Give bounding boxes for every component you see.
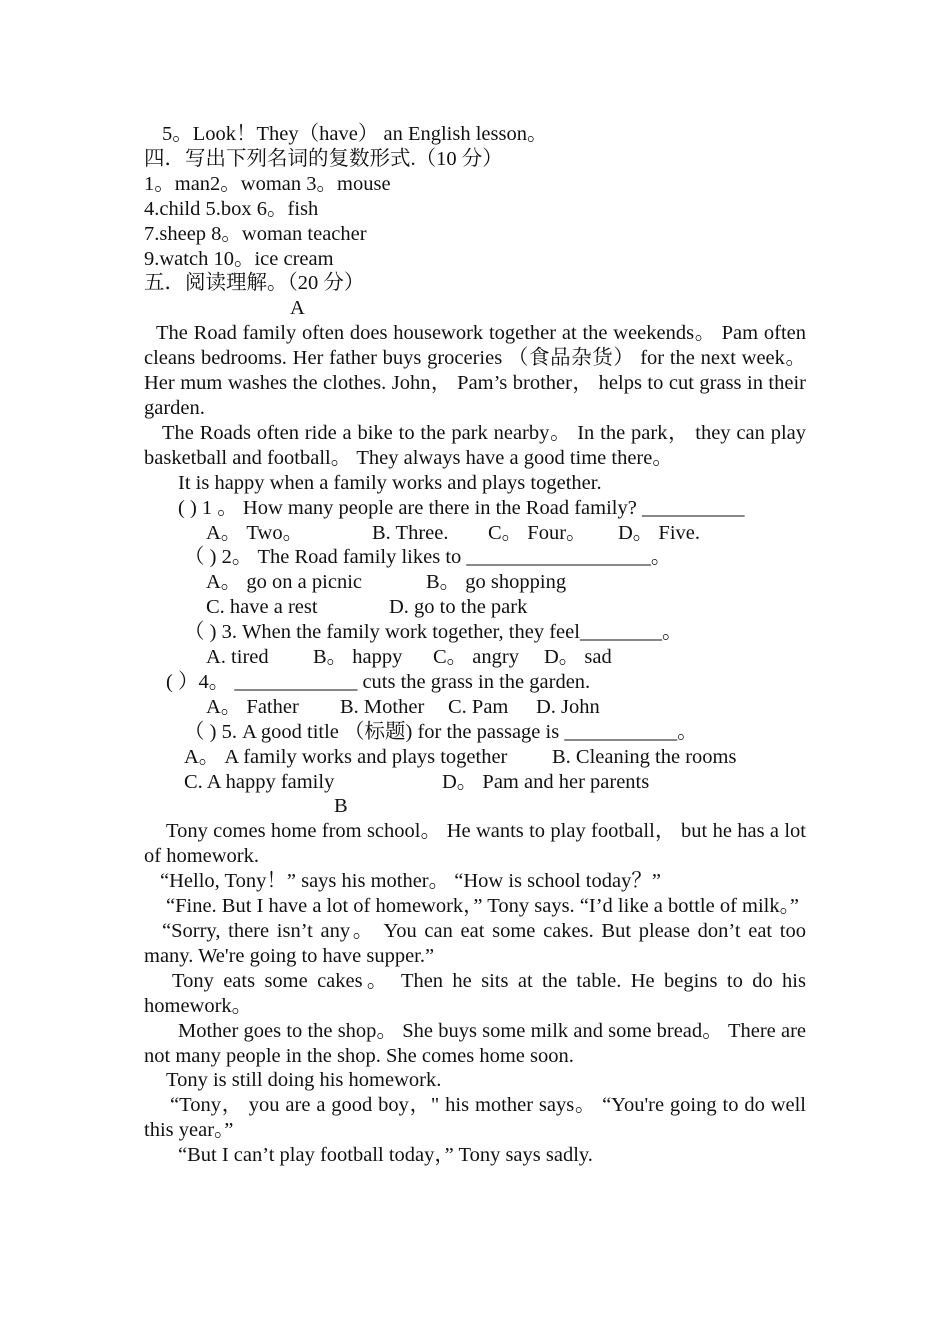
passage-a-label: A [290, 297, 305, 320]
exercise-line-5: 5。Look！They（have） an English lesson。 [162, 123, 548, 145]
q3-option-b: B。 happy [313, 646, 403, 669]
section-five-title: 五．阅读理解。（20 分） [144, 272, 365, 295]
passage-b-paragraph-6: Mother goes to the shop。 She buys some milk and some bread。 There are not many people in the shop. She comes home soon. [144, 1019, 806, 1067]
noun-line-2: 4.child 5.box 6。fish [144, 197, 319, 220]
q5-option-c: C. A happy family [184, 770, 335, 793]
q5-option-d: D。 Pam and her parents [442, 770, 650, 793]
q4-option-d: D. John [536, 695, 600, 718]
q2-option-c: C. have a rest [206, 596, 318, 619]
q5-option-b: B. Cleaning the rooms [552, 745, 737, 768]
question-a-5-options-row-2 [144, 770, 806, 795]
q5-option-a: A。 A family works and plays together [184, 745, 508, 768]
passage-a-paragraph-1: The Road family often does housework together at the weekends。 Pam often cleans bedrooms. Her father buys groceries （食品杂货） for the next week。 Her mum washes the clothes. John， Pam’s brother， helps to cut grass in their garden. [144, 322, 806, 419]
q4-option-b: B. Mother [340, 695, 425, 718]
noun-line-1: 1。man2。woman 3。mouse [144, 172, 391, 195]
passage-a-paragraph-2: The Roads often ride a bike to the park nearby。 In the park， they can play basketball and football。 They always have a good time there。 [144, 421, 806, 469]
question-a-2: （ ) 2。 The Road family likes to __________________。 [184, 546, 672, 569]
passage-b-paragraph-5: Tony eats some cakes。 Then he sits at the table. He begins to do his homework。 [144, 969, 806, 1017]
q4-option-a: A。 Father [206, 695, 299, 718]
q1-option-a: A。 Two。 [206, 521, 304, 544]
question-a-3: （ ) 3. When the family work together, they feel________。 [184, 621, 683, 644]
passage-a-paragraph-3: It is happy when a family works and plays together. [178, 471, 602, 494]
passage-b-paragraph-7: Tony is still doing his homework. [166, 1069, 442, 1092]
passage-b-paragraph-2: “Hello, Tony！” says his mother。 “How is school today？” [160, 870, 661, 893]
q1-option-c: C。 Four。 [488, 521, 587, 544]
section-four-title: 四．写出下列名词的复数形式.（10 分） [144, 147, 503, 170]
passage-b-paragraph-1: Tony comes home from school。 He wants to play football， but he has a lot of homework. [144, 820, 806, 868]
q3-option-c: C。 angry [433, 646, 519, 669]
question-a-4: ( ）4。 ____________ cuts the grass in the garden. [166, 670, 591, 693]
question-a-1: ( ) 1 。 How many people are there in the Road family? __________ [178, 496, 745, 519]
q1-option-d: D。 Five. [618, 521, 700, 544]
q3-option-a: A. tired [206, 646, 269, 669]
passage-b-paragraph-3: “Fine. But I have a lot of homework，” Tony says. “I’d like a bottle of milk。” [166, 895, 799, 918]
q1-option-b: B. Three. [372, 521, 449, 544]
question-a-5: （ ) 5. A good title （标题) for the passage is ___________。 [184, 720, 698, 743]
passage-b-label: B [334, 795, 348, 818]
noun-line-4: 9.watch 10。ice cream [144, 247, 334, 270]
passage-b-paragraph-9: “But I can’t play football today，” Tony says sadly. [178, 1144, 593, 1167]
q2-option-b: B。 go shopping [426, 571, 567, 594]
q2-option-a: A。 go on a picnic [206, 571, 362, 594]
question-a-5-options-row-1 [144, 745, 806, 770]
document-page [144, 122, 806, 1168]
q3-option-d: D。 sad [544, 646, 612, 669]
question-a-2-options-row-1 [144, 570, 806, 595]
q2-option-d: D. go to the park [389, 596, 528, 619]
noun-line-3: 7.sheep 8。woman teacher [144, 222, 367, 245]
question-a-1-options [144, 521, 806, 546]
question-a-2-options-row-2 [144, 595, 806, 620]
question-a-4-options [144, 695, 806, 720]
passage-b-paragraph-4: “Sorry, there isn’t any。 You can eat some cakes. But please don’t eat too many. We're going to have supper.” [144, 920, 806, 967]
q4-option-c: C. Pam [448, 695, 509, 718]
passage-b-paragraph-8: “Tony， you are a good boy，" his mother says。 “You're going to do well this year。” [144, 1094, 806, 1142]
question-a-3-options [144, 645, 806, 670]
